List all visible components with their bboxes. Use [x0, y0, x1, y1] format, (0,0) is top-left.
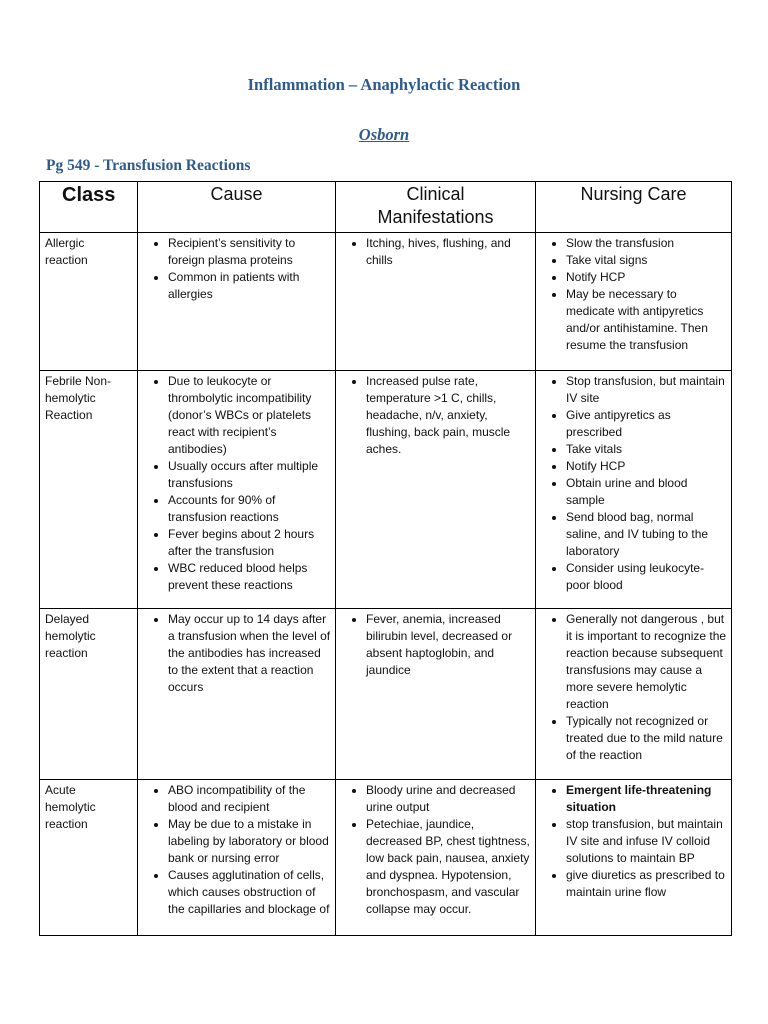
list-item: • Due to leukocyte or thrombolytic incompatibility (donor’s WBCs or platelets react with recipient’s antibodies) — [168, 373, 331, 458]
cause-cell — [138, 233, 336, 371]
table-header-row — [40, 182, 732, 233]
list-item: • Recipient’s sensitivity to foreign plasma proteins — [168, 235, 331, 269]
section-heading: Pg 549 - Transfusion Reactions — [46, 157, 251, 174]
list-item: • Petechiae, jaundice, decreased BP, chest tightness, low back pain, nausea, anxiety and dyspnea. Hypotension, bronchospasm, and vascular collapse may occur. — [366, 816, 531, 918]
list-item: • May occur up to 14 days after a transfusion when the level of the antibodies has increased to the extent that a reaction occurs — [168, 611, 331, 696]
document-author: Osborn — [358, 125, 410, 144]
list-item: • Itching, hives, flushing, and chills — [366, 235, 531, 269]
list-item: • WBC reduced blood helps prevent these reactions — [168, 560, 331, 594]
list-item: • Generally not dangerous , but it is important to recognize the reaction because subsequent transfusions may cause a more severe hemolytic reaction — [566, 611, 727, 713]
cause-cell — [138, 609, 336, 780]
list-item: • stop transfusion, but maintain IV site and infuse IV colloid solutions to maintain BP — [566, 816, 727, 867]
class-cell: Febrile Non- hemolytic Reaction — [40, 371, 138, 609]
class-cell: Delayed hemolytic reaction — [40, 609, 138, 780]
clinical-cell — [336, 609, 536, 780]
table-row — [40, 609, 732, 780]
list-item: • Accounts for 90% of transfusion reactions — [168, 492, 331, 526]
nursing-cell — [536, 780, 732, 936]
cause-cell — [138, 371, 336, 609]
list-item: • Obtain urine and blood sample — [566, 475, 727, 509]
document-title: Inflammation – Anaphylactic Reaction — [247, 75, 521, 94]
list-item: • Causes agglutination of cells, which causes obstruction of the capillaries and blockage of — [168, 867, 331, 918]
transfusion-reactions-table — [39, 181, 732, 936]
list-item: • Consider using leukocyte-poor blood — [566, 560, 727, 594]
list-item: • Notify HCP — [566, 458, 727, 475]
list-item: • Emergent life-threatening situation — [566, 782, 727, 816]
column-header-nursing: Nursing Care — [536, 182, 732, 233]
list-item: • Slow the transfusion — [566, 235, 727, 252]
column-header-clinical: Clinical Manifestations — [336, 182, 536, 233]
table-row — [40, 780, 732, 936]
list-item: • May be necessary to medicate with antipyretics and/or antihistamine. Then resume the transfusion — [566, 286, 727, 354]
column-header-class: Class — [40, 182, 138, 233]
nursing-cell — [536, 233, 732, 371]
list-item: • give diuretics as prescribed to maintain urine flow — [566, 867, 727, 901]
nursing-cell — [536, 371, 732, 609]
list-item: • Typically not recognized or treated due to the mild nature of the reaction — [566, 713, 727, 764]
column-header-cause: Cause — [138, 182, 336, 233]
cause-cell — [138, 780, 336, 936]
list-item: • Bloody urine and decreased urine output — [366, 782, 531, 816]
list-item: • Usually occurs after multiple transfusions — [168, 458, 331, 492]
list-item: • Send blood bag, normal saline, and IV tubing to the laboratory — [566, 509, 727, 560]
list-item: • Take vitals — [566, 441, 727, 458]
clinical-cell — [336, 371, 536, 609]
list-item: • Common in patients with allergies — [168, 269, 331, 303]
table-row — [40, 371, 732, 609]
table-row — [40, 233, 732, 371]
list-item: • Fever begins about 2 hours after the transfusion — [168, 526, 331, 560]
clinical-cell — [336, 780, 536, 936]
nursing-cell — [536, 609, 732, 780]
class-cell: Allergic reaction — [40, 233, 138, 371]
list-item: • May be due to a mistake in labeling by laboratory or blood bank or nursing error — [168, 816, 331, 867]
list-item: • Fever, anemia, increased bilirubin level, decreased or absent haptoglobin, and jaundice — [366, 611, 531, 679]
class-cell: Acute hemolytic reaction — [40, 780, 138, 936]
list-item: • Give antipyretics as prescribed — [566, 407, 727, 441]
list-item: • Notify HCP — [566, 269, 727, 286]
list-item: • Stop transfusion, but maintain IV site — [566, 373, 727, 407]
list-item: • ABO incompatibility of the blood and recipient — [168, 782, 331, 816]
list-item: • Increased pulse rate, temperature >1 C, chills, headache, n/v, anxiety, flushing, back pain, muscle aches. — [366, 373, 531, 458]
clinical-cell — [336, 233, 536, 371]
list-item: • Take vital signs — [566, 252, 727, 269]
